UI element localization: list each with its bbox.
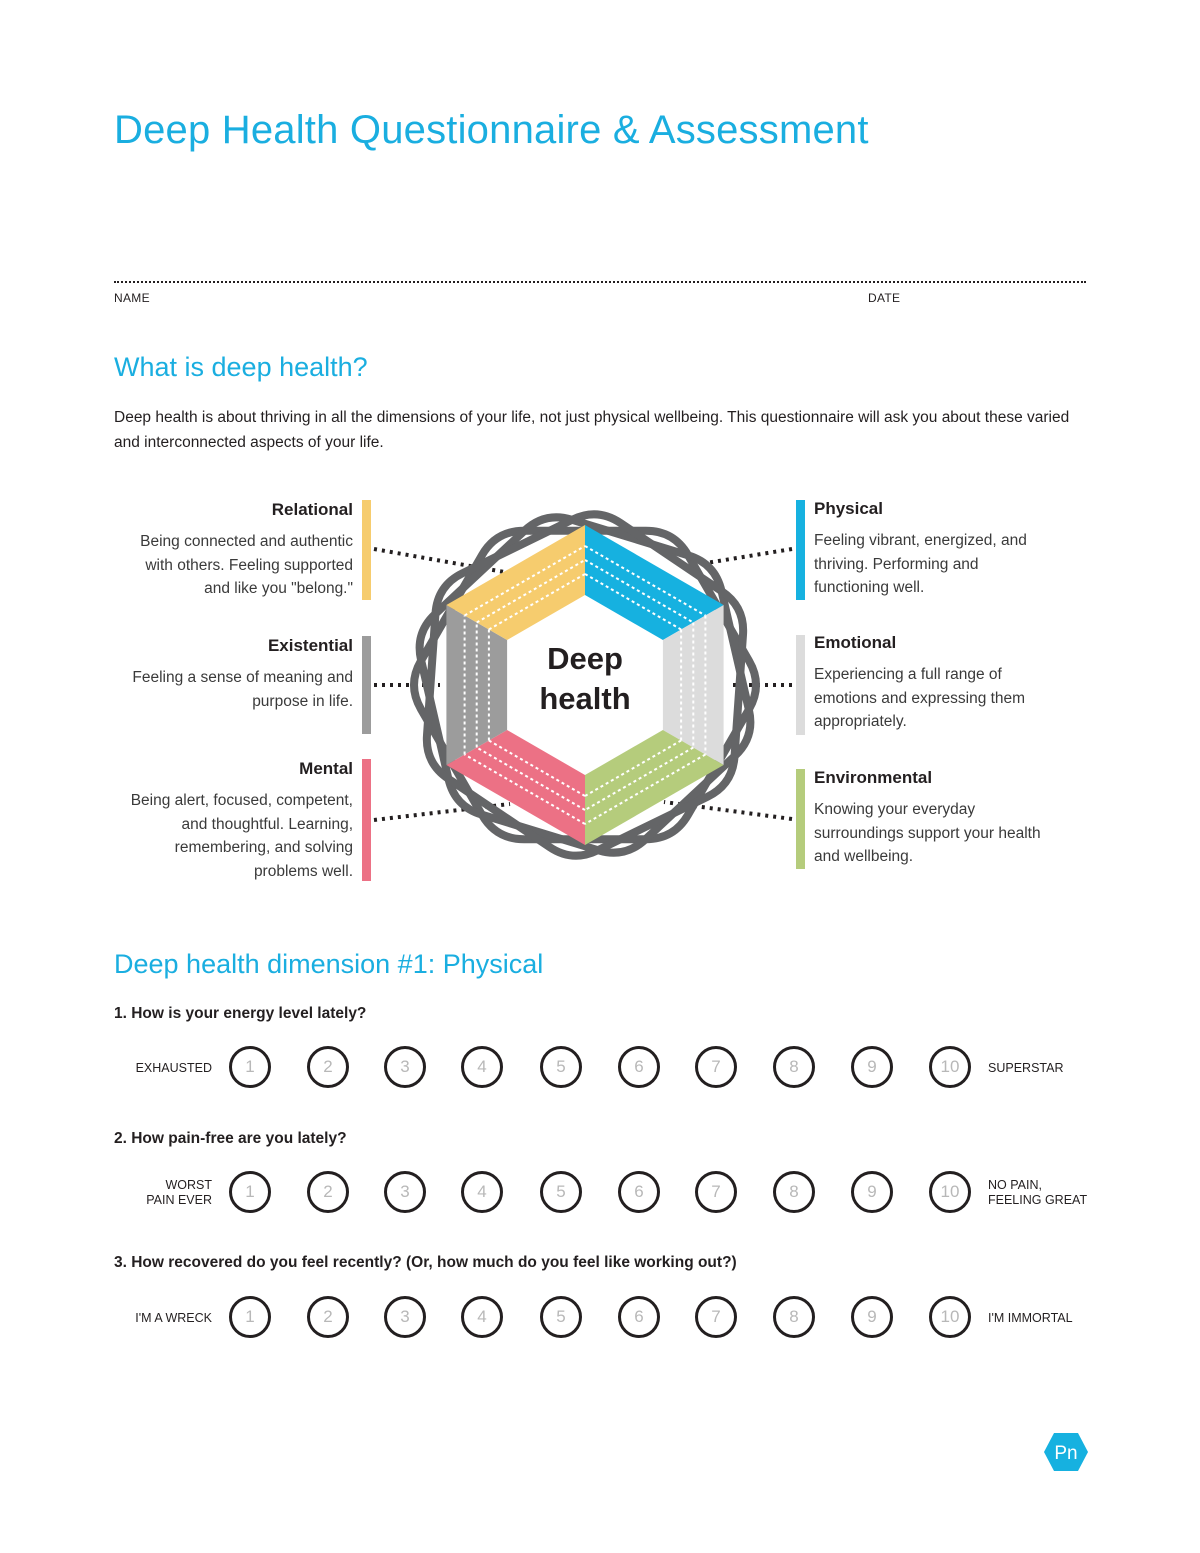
rating-option-9[interactable]: 9 (851, 1171, 893, 1213)
dimension-desc: Being alert, focused, competent, and thoughtful. Learning, remembering, and solving problems well. (130, 792, 353, 880)
rating-option-8[interactable]: 8 (773, 1046, 815, 1088)
rating-option-5[interactable]: 5 (540, 1046, 582, 1088)
dimension-desc: Being connected and authentic with others. Feeling supported and like you "belong." (140, 533, 353, 597)
rating-option-8[interactable]: 8 (773, 1171, 815, 1213)
rating-option-7[interactable]: 7 (695, 1171, 737, 1213)
rating-scale-1 (0, 1046, 1200, 1090)
rating-option-5[interactable]: 5 (540, 1171, 582, 1213)
dimension-name: Environmental (814, 768, 933, 787)
rating-option-2[interactable]: 2 (307, 1296, 349, 1338)
question-2: 2. How pain-free are you lately? (114, 1130, 347, 1147)
rating-option-1[interactable]: 1 (229, 1046, 271, 1088)
rating-option-4[interactable]: 4 (461, 1171, 503, 1213)
rating-option-10[interactable]: 10 (929, 1046, 971, 1088)
rating-option-8[interactable]: 8 (773, 1296, 815, 1338)
rating-option-2[interactable]: 2 (307, 1171, 349, 1213)
intro-text: Deep health is about thriving in all the dimensions of your life, not just physical wellbeing. This questionnaire will ask you about these varied and interconnected aspects of your life. (114, 409, 1070, 451)
rating-option-4[interactable]: 4 (461, 1046, 503, 1088)
dimension-name: Existential (267, 636, 353, 655)
rating-option-9[interactable]: 9 (851, 1296, 893, 1338)
rating-option-9[interactable]: 9 (851, 1046, 893, 1088)
dimension-desc: Feeling a sense of meaning and purpose in life. (132, 669, 353, 710)
dimension-name: Relational (271, 500, 353, 519)
scale-low-label: I'M A WRECK (135, 1311, 212, 1325)
wheel-center-line1: Deep (547, 641, 623, 676)
question-3: 3. How recovered do you feel recently? (Or, how much do you feel like working out?) (114, 1254, 737, 1271)
rating-option-3[interactable]: 3 (384, 1171, 426, 1213)
rating-option-7[interactable]: 7 (695, 1296, 737, 1338)
logo-text: Pn (1054, 1443, 1078, 1464)
scale-low-text: WORST PAIN EVER (146, 1178, 212, 1207)
rating-scale-2 (0, 1171, 1200, 1215)
intro-heading: What is deep health? (114, 352, 368, 382)
scale-high-label: I'M IMMORTAL (988, 1311, 1073, 1325)
dimension-desc: Experiencing a full range of emotions and expressing them appropriately. (814, 666, 1026, 730)
name-label: NAME (114, 291, 150, 305)
rating-option-6[interactable]: 6 (618, 1171, 660, 1213)
dimension-desc: Feeling vibrant, energized, and thriving. Performing and functioning well. (814, 532, 1027, 596)
rating-option-2[interactable]: 2 (307, 1046, 349, 1088)
rating-option-1[interactable]: 1 (229, 1171, 271, 1213)
scale-low-label: EXHAUSTED (135, 1061, 212, 1075)
rating-option-4[interactable]: 4 (461, 1296, 503, 1338)
rating-option-6[interactable]: 6 (618, 1046, 660, 1088)
dimension-desc: Knowing your everyday surroundings support your health and wellbeing. (814, 801, 1041, 865)
rating-option-3[interactable]: 3 (384, 1296, 426, 1338)
rating-option-5[interactable]: 5 (540, 1296, 582, 1338)
dimension-name: Mental (299, 759, 353, 778)
dimension-name: Emotional (814, 633, 897, 652)
pn-logo (1043, 1432, 1089, 1472)
scale-low-label (146, 1178, 212, 1208)
rating-option-10[interactable]: 10 (929, 1296, 971, 1338)
scale-high-text: NO PAIN, FEELING GREAT (988, 1178, 1088, 1207)
date-label: DATE (868, 291, 901, 305)
rating-option-1[interactable]: 1 (229, 1296, 271, 1338)
dimension-name: Physical (814, 499, 883, 518)
page-title: Deep Health Questionnaire & Assessment (114, 108, 869, 152)
rating-scale-3 (0, 1296, 1200, 1340)
rating-option-7[interactable]: 7 (695, 1046, 737, 1088)
rating-option-6[interactable]: 6 (618, 1296, 660, 1338)
deep-health-wheel (380, 490, 790, 880)
section1-heading: Deep health dimension #1: Physical (114, 949, 544, 979)
scale-high-label (988, 1178, 1087, 1208)
wheel-center-line2: health (539, 681, 631, 716)
rating-option-3[interactable]: 3 (384, 1046, 426, 1088)
rating-option-10[interactable]: 10 (929, 1171, 971, 1213)
question-1: 1. How is your energy level lately? (114, 1005, 367, 1022)
scale-high-label: SUPERSTAR (988, 1061, 1064, 1075)
